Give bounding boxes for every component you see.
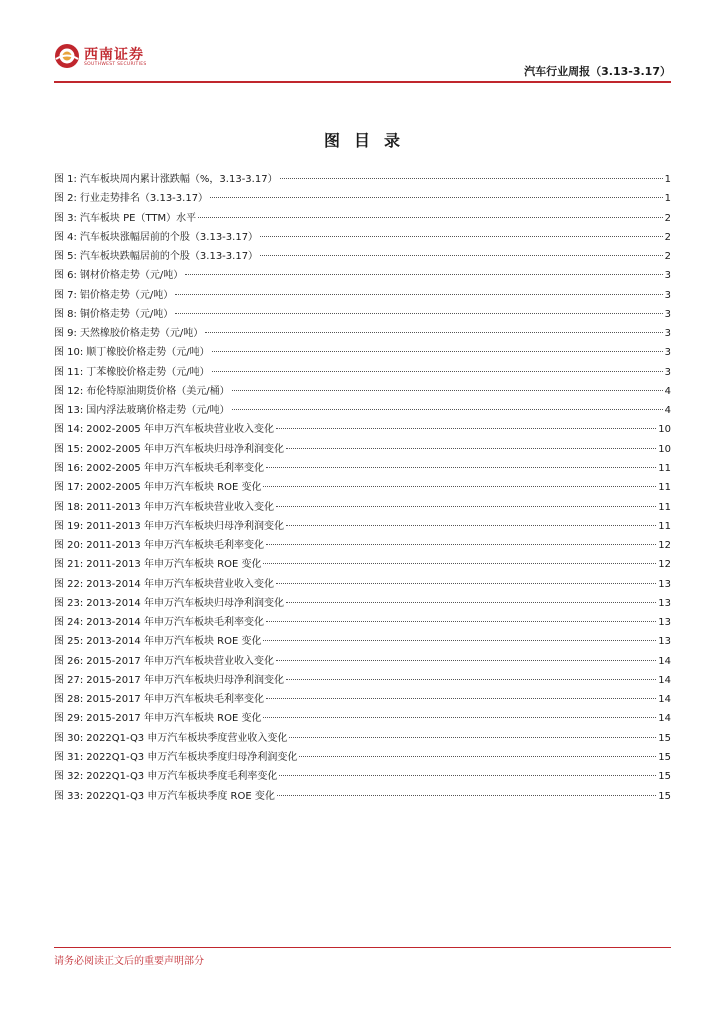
toc-entry-number: 图 16: xyxy=(54,462,84,474)
toc-dot-leader xyxy=(266,544,656,545)
toc-entry-number: 图 13: xyxy=(54,405,84,417)
toc-entry-number: 图 9: xyxy=(54,328,77,340)
toc-dot-leader xyxy=(286,602,656,603)
toc-entry[interactable] xyxy=(54,767,671,786)
toc-entry-number: 图 31: xyxy=(54,751,84,763)
toc-dot-leader xyxy=(175,294,662,295)
toc-entry[interactable] xyxy=(54,575,671,594)
toc-entry-page: 13 xyxy=(658,597,671,609)
toc-entry-number: 图 2: xyxy=(54,193,77,205)
toc-entry[interactable] xyxy=(54,420,671,439)
toc-entry-number: 图 10: xyxy=(54,347,84,359)
toc-entry-title: 2011-2013 年申万汽车板块归母净利润变化 xyxy=(86,520,284,532)
toc-dot-leader xyxy=(198,217,663,218)
toc-entry-page: 3 xyxy=(664,366,671,378)
toc-entry-page: 3 xyxy=(664,347,671,359)
toc-dot-leader xyxy=(280,178,663,179)
footer-divider xyxy=(54,947,671,948)
toc-entry[interactable] xyxy=(54,613,671,632)
page-header xyxy=(54,38,671,82)
toc-entry-title: 顺丁橡胶价格走势（元/吨） xyxy=(86,347,210,359)
toc-entry-title: 2002-2005 年申万汽车板块毛利率变化 xyxy=(86,462,264,474)
toc-dot-leader xyxy=(266,621,656,622)
toc-entry[interactable] xyxy=(54,748,671,767)
toc-dot-leader xyxy=(232,390,663,391)
toc-entry-page: 10 xyxy=(658,443,671,455)
toc-entry-title: 2002-2005 年申万汽车板块 ROE 变化 xyxy=(86,482,262,494)
toc-entry-title: 汽车板块周内累计涨跌幅（%，3.13-3.17） xyxy=(79,174,278,185)
toc-entry-page: 14 xyxy=(658,674,671,686)
toc-dot-leader xyxy=(266,467,656,468)
toc-entry-number: 图 27: xyxy=(54,674,84,686)
toc-entry-title: 2013-2014 年申万汽车板块营业收入变化 xyxy=(86,578,274,590)
toc-entry-title: 2002-2005 年申万汽车板块营业收入变化 xyxy=(86,424,274,436)
toc-entry-page: 10 xyxy=(658,424,671,436)
toc-entry[interactable] xyxy=(54,478,671,497)
toc-dot-leader xyxy=(212,371,663,372)
toc-entry-title: 2011-2013 年申万汽车板块营业收入变化 xyxy=(86,501,274,513)
toc-entry-page: 12 xyxy=(658,540,671,552)
toc-entry-number: 图 20: xyxy=(54,540,84,552)
toc-entry-page: 1 xyxy=(664,193,671,205)
toc-dot-leader xyxy=(276,428,656,429)
toc-entry[interactable] xyxy=(54,787,671,806)
toc-entry-number: 图 6: xyxy=(54,270,77,282)
toc-entry-page: 13 xyxy=(658,578,671,590)
toc-dot-leader xyxy=(289,737,656,738)
toc-entry-number: 图 33: xyxy=(54,790,84,802)
toc-entry[interactable] xyxy=(54,247,671,266)
toc-entry-page: 15 xyxy=(658,790,671,802)
toc-entry-title: 2013-2014 年申万汽车板块毛利率变化 xyxy=(86,617,264,629)
toc-entry-title: 2015-2017 年申万汽车板块营业收入变化 xyxy=(86,655,274,667)
toc-dot-leader xyxy=(266,698,656,699)
toc-entry-number: 图 4: xyxy=(54,231,77,243)
toc-entry-title: 2013-2014 年申万汽车板块 ROE 变化 xyxy=(86,636,262,648)
toc-entry-page: 14 xyxy=(658,713,671,725)
toc-entry-number: 图 7: xyxy=(54,289,77,301)
toc-entry-page: 11 xyxy=(658,462,671,474)
toc-dot-leader xyxy=(260,236,663,237)
toc-entry[interactable] xyxy=(54,228,671,247)
toc-dot-leader xyxy=(210,197,663,198)
toc-entry-page: 3 xyxy=(664,289,671,301)
toc-entry[interactable] xyxy=(54,324,671,343)
toc-entry[interactable] xyxy=(54,343,671,362)
toc-entry-number: 图 28: xyxy=(54,694,84,706)
toc-entry-title: 汽车板块涨幅居前的个股（3.13-3.17） xyxy=(79,231,259,243)
toc-entry[interactable] xyxy=(54,671,671,690)
toc-entry-page: 11 xyxy=(658,520,671,532)
toc-entry[interactable] xyxy=(54,555,671,574)
toc-dot-leader xyxy=(263,563,656,564)
toc-entry[interactable] xyxy=(54,401,671,420)
toc-entry-title: 2011-2013 年申万汽车板块毛利率变化 xyxy=(86,540,264,552)
toc-entry-page: 11 xyxy=(658,501,671,513)
toc-entry-title: 2022Q1-Q3 申万汽车板块季度毛利率变化 xyxy=(86,771,278,783)
toc-entry-number: 图 11: xyxy=(54,366,84,378)
toc-entry-number: 图 5: xyxy=(54,251,77,263)
toc-entry-page: 15 xyxy=(658,732,671,744)
toc-entry-title: 铜价格走势（元/吨） xyxy=(79,308,174,320)
toc-entry-page: 15 xyxy=(658,751,671,763)
toc-entry[interactable] xyxy=(54,363,671,382)
toc-entry-page: 14 xyxy=(658,694,671,706)
figure-toc-list xyxy=(54,170,671,806)
toc-entry[interactable] xyxy=(54,459,671,478)
toc-entry-title: 2015-2017 年申万汽车板块归母净利润变化 xyxy=(86,674,284,686)
toc-entry-number: 图 3: xyxy=(54,212,77,224)
toc-entry-page: 13 xyxy=(658,636,671,648)
toc-entry-title: 2015-2017 年申万汽车板块 ROE 变化 xyxy=(86,713,262,725)
toc-dot-leader xyxy=(286,525,656,526)
toc-entry[interactable] xyxy=(54,440,671,459)
toc-entry[interactable] xyxy=(54,517,671,536)
toc-dot-leader xyxy=(212,351,663,352)
toc-dot-leader xyxy=(286,448,656,449)
toc-entry[interactable] xyxy=(54,498,671,517)
toc-entry-number: 图 1: xyxy=(54,174,77,185)
toc-dot-leader xyxy=(263,640,656,641)
toc-entry-title: 2011-2013 年申万汽车板块 ROE 变化 xyxy=(86,559,262,571)
toc-entry-page: 11 xyxy=(658,482,671,494)
toc-entry-title: 2015-2017 年申万汽车板块毛利率变化 xyxy=(86,694,264,706)
toc-dot-leader xyxy=(276,660,656,661)
toc-entry-page: 14 xyxy=(658,655,671,667)
toc-entry-page: 1 xyxy=(664,174,671,185)
toc-entry-number: 图 23: xyxy=(54,597,84,609)
toc-entry-page: 13 xyxy=(658,617,671,629)
toc-entry-title: 国内浮法玻璃价格走势（元/吨） xyxy=(86,405,230,417)
toc-dot-leader xyxy=(205,332,662,333)
toc-dot-leader xyxy=(279,775,656,776)
toc-entry-number: 图 21: xyxy=(54,559,84,571)
toc-entry[interactable] xyxy=(54,170,671,189)
toc-dot-leader xyxy=(260,255,663,256)
toc-dot-leader xyxy=(276,583,656,584)
toc-entry-number: 图 22: xyxy=(54,578,84,590)
toc-entry-title: 2022Q1-Q3 申万汽车板块季度归母净利润变化 xyxy=(86,751,298,763)
toc-entry-number: 图 15: xyxy=(54,443,84,455)
toc-entry-number: 图 24: xyxy=(54,617,84,629)
footer-disclaimer: 请务必阅读正文后的重要声明部分 xyxy=(54,956,204,967)
company-logo-icon xyxy=(54,43,80,69)
toc-dot-leader xyxy=(276,506,656,507)
toc-dot-leader xyxy=(277,795,656,796)
toc-entry-page: 2 xyxy=(664,212,671,224)
toc-entry-title: 2013-2014 年申万汽车板块归母净利润变化 xyxy=(86,597,284,609)
toc-entry-page: 4 xyxy=(664,385,671,397)
toc-entry[interactable] xyxy=(54,189,671,208)
toc-entry-page: 15 xyxy=(658,771,671,783)
toc-entry-title: 丁苯橡胶价格走势（元/吨） xyxy=(86,366,210,378)
toc-entry[interactable] xyxy=(54,536,671,555)
toc-entry-number: 图 26: xyxy=(54,655,84,667)
toc-dot-leader xyxy=(286,679,656,680)
toc-entry-title: 布伦特原油期货价格（美元/桶） xyxy=(86,385,230,397)
toc-entry-title: 钢材价格走势（元/吨） xyxy=(79,270,184,282)
toc-entry-page: 12 xyxy=(658,559,671,571)
toc-entry-number: 图 17: xyxy=(54,482,84,494)
toc-entry-title: 2022Q1-Q3 申万汽车板块季度营业收入变化 xyxy=(86,732,288,744)
toc-entry-page: 3 xyxy=(664,328,671,340)
toc-entry-number: 图 8: xyxy=(54,308,77,320)
toc-entry[interactable] xyxy=(54,709,671,728)
toc-entry-title: 汽车板块 PE（TTM）水平 xyxy=(79,212,197,224)
toc-entry-number: 图 19: xyxy=(54,520,84,532)
toc-entry-number: 图 30: xyxy=(54,732,84,744)
page-title: 图目录 xyxy=(323,131,414,150)
toc-entry-title: 2002-2005 年申万汽车板块归母净利润变化 xyxy=(86,443,284,455)
toc-entry-title: 行业走势排名（3.13-3.17） xyxy=(79,193,209,205)
toc-entry[interactable] xyxy=(54,266,671,285)
toc-entry[interactable] xyxy=(54,209,671,228)
brand-subtitle: SOUTHWEST SECURITIES xyxy=(84,62,147,67)
toc-entry-title: 2022Q1-Q3 申万汽车板块季度 ROE 变化 xyxy=(86,790,275,802)
toc-entry[interactable] xyxy=(54,690,671,709)
toc-entry-title: 汽车板块跌幅居前的个股（3.13-3.17） xyxy=(79,251,259,263)
toc-entry[interactable] xyxy=(54,652,671,671)
toc-dot-leader xyxy=(299,756,656,757)
toc-entry-page: 3 xyxy=(664,270,671,282)
toc-entry[interactable] xyxy=(54,305,671,324)
toc-entry-number: 图 25: xyxy=(54,636,84,648)
header-divider xyxy=(54,81,671,83)
toc-entry-number: 图 12: xyxy=(54,385,84,397)
toc-entry-number: 图 18: xyxy=(54,501,84,513)
toc-entry[interactable] xyxy=(54,594,671,613)
toc-dot-leader xyxy=(185,274,662,275)
toc-entry[interactable] xyxy=(54,632,671,651)
toc-entry[interactable] xyxy=(54,286,671,305)
report-title: 汽车行业周报（3.13-3.17） xyxy=(524,65,671,78)
toc-dot-leader xyxy=(263,717,656,718)
toc-dot-leader xyxy=(175,313,662,314)
brand-name: 西南证券 xyxy=(84,47,144,63)
toc-entry-page: 4 xyxy=(664,405,671,417)
toc-entry[interactable] xyxy=(54,382,671,401)
toc-dot-leader xyxy=(232,409,663,410)
toc-entry-number: 图 32: xyxy=(54,771,84,783)
toc-entry-number: 图 14: xyxy=(54,424,84,436)
toc-entry-title: 铝价格走势（元/吨） xyxy=(79,289,174,301)
toc-dot-leader xyxy=(263,486,656,487)
toc-entry-page: 3 xyxy=(664,308,671,320)
toc-entry-page: 2 xyxy=(664,231,671,243)
toc-entry-title: 天然橡胶价格走势（元/吨） xyxy=(79,328,204,340)
toc-entry-number: 图 29: xyxy=(54,713,84,725)
toc-entry-page: 2 xyxy=(664,251,671,263)
toc-entry[interactable] xyxy=(54,729,671,748)
